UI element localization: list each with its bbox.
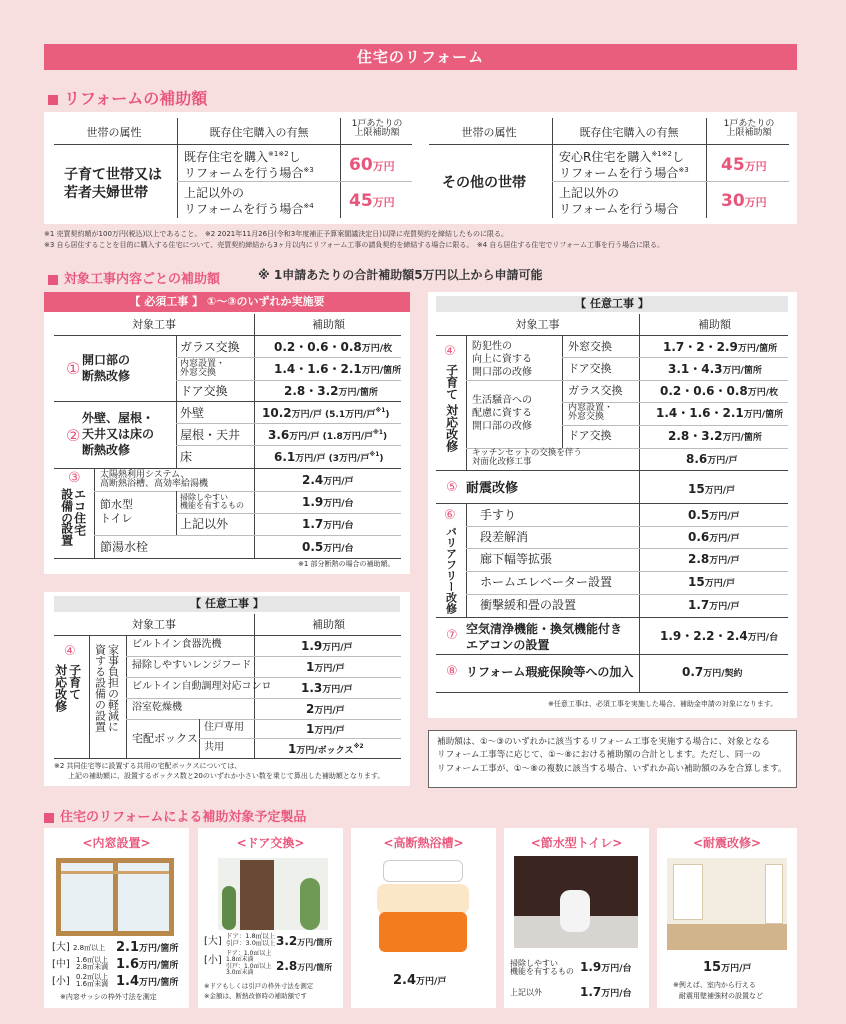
p1-row-c: [小] [52,976,70,987]
col-attr-header-2: 世帯の属性 [461,126,517,139]
note-1: ※1 売買契約額が100万円(税込)以上であること。 ※2 2021年11月26日(令和3年度補正予算案閣議決定日)以降に売買契約を締結したものに限る。 [44,230,508,238]
opt1-label-3: 家事負担の軽減に [106,644,120,732]
p1-note: ※内窓サッシの枠外寸法を測定 [60,993,157,1001]
g1-door-amount: 2.8・3.2万円/箇所 [284,384,378,398]
g3-label-1: エコ住宅 [72,488,87,536]
opt2-g4-label-1: 子育て [444,364,459,400]
p1-row-b-size: 1.6㎡以上 2.8㎡未満 [76,956,109,972]
g1-door: ドア交換 [180,384,228,398]
col-attr-header: 世帯の属性 [86,126,142,139]
opt2-g6r1: 手すり [480,508,517,522]
opt2-g8: リフォーム瑕疵保険等への加入 [466,665,634,679]
opt2-g4b-r2-amount: 1.4・1.6・2.1万円/箇所 [656,406,784,420]
opt1-r5b-amount: 1万円/ボックス$^{※2}$ [288,742,364,756]
subsidy-table [44,112,797,224]
opt2-g4b-r3-amount: 2.8・3.2万円/箇所 [668,429,762,443]
p3-amount: 2.4万円/戸 [393,973,447,988]
g1-label: 開口部の 断熱改修 [82,353,131,384]
window-image [56,858,174,936]
opt1-col-amount: 補助額 [312,618,345,631]
door-image [218,858,328,930]
g3-toilet-other: 上記以外 [180,517,229,531]
opt1-r1: ビルトイン食器洗機 [132,639,222,650]
p4-row-b-amount: 1.7万円/台 [580,985,632,999]
opt1-r3-amount: 1.3万円/戸 [301,681,353,695]
opt1-label-2: 対応改修 [53,664,68,712]
info-line-1: 補助額は、①～③のいずれかに該当するリフォーム工事を実施する場合に、対象となる [437,737,770,747]
opt2-g4c-amount: 8.6万円/戸 [686,452,738,466]
col-buy-header: 既存住宅購入の有無 [209,126,309,139]
product-title: <耐震改修> [692,836,762,850]
opt2-g4a-r1: 外窓交換 [568,340,612,353]
g2-roof-amount: 3.6万円/戸 (1.8万円/戸$^{※1}$) [268,428,388,442]
col-max-header-2: 1戸あたりの 上限補助額 [723,119,775,139]
g2-wall-amount: 10.2万円/戸 (5.1万円/戸$^{※1}$) [262,406,390,420]
page-title: 住宅のリフォーム [44,44,797,70]
opt2-g6r4: ホームエレベーター設置 [480,575,613,589]
opt2-g8-amount: 0.7万円/契約 [682,665,743,679]
amount-45: 45万円 [349,191,395,211]
info-box [428,730,797,788]
p2-row-a: [大] [204,936,222,947]
g1-glass-amount: 0.2・0.6・0.8万円/枚 [274,340,393,354]
opt1-r3: ビルトイン自動調理対応コンロ [132,681,272,692]
opt2-g6-label: バリアフリー改修 [444,526,458,614]
opt2-num-4: ④ [444,344,456,359]
opt2-g6r2: 段差解消 [480,530,529,544]
optional-title-2: 【 任意工事 】 [436,296,788,312]
col-works-header: 対象工事 [132,318,176,331]
section-heading-text: 住宅のリフォームによる補助対象予定製品 [60,810,307,825]
section-heading-text: リフォームの補助額 [64,89,208,108]
amount-60: 60万円 [349,155,395,175]
opt2-g4-label-2: 対応改修 [444,404,459,452]
opt2-g4a-r2: ドア交換 [568,362,612,375]
section-heading-text: 対象工事内容ごとの補助額 [64,272,221,287]
optional-works-table-2 [428,292,797,718]
info-line-2: リフォーム工事等に応じて、①～⑧における補助額の合計とします。ただし、同一の [437,750,761,761]
opt2-g7-amount: 1.9・2.2・2.4万円/台 [660,629,779,643]
num-1: ① [66,359,81,378]
optional-works-table-1 [44,592,410,786]
opt1-r5b: 共用 [204,742,224,753]
section-heading-works [48,268,220,287]
amount-45b: 45万円 [721,155,767,175]
col-amount-header: 補助額 [312,318,345,331]
p2-row-b-amount: 2.8万円/箇所 [276,959,333,973]
opt2-g6r2-amount: 0.6万円/戸 [688,530,740,544]
opt2-g6r5: 衝撃緩和畳の設置 [480,598,577,612]
g3-toilet-other-amount: 1.7万円/台 [302,517,354,531]
g2-floor: 床 [180,450,193,464]
p5-amount: 15万円/戸 [703,960,752,975]
opt1-num-4: ④ [64,644,76,659]
p1-row-b: [中] [52,959,70,970]
opt1-r5a: 住戸専用 [204,722,244,733]
p4-row-a: 掃除しやすい 機能を有するもの [510,959,574,977]
opt1-label-1: 子育て [67,664,82,700]
opt1-r5a-amount: 1万円/戸 [306,722,345,736]
num-2: ② [66,426,81,445]
bathtub-image [373,858,473,958]
p2-row-b-size: ドア：1.0㎡以上 1.8㎡未満 引戸：1.0㎡以上 3.0㎡未満 [226,950,272,976]
opt2-num-8: ⑧ [446,664,458,679]
opt2-g6r1-amount: 0.5万円/戸 [688,508,740,522]
p5-note-1: ※例えば、室内から行える [673,981,756,989]
opt2-g4b-r1: ガラス交換 [568,384,623,397]
opt1-r1-amount: 1.9万円/戸 [301,639,353,653]
product-inner-window [44,828,189,1008]
p2-note-1: ※ドアもしくは引戸の枠外寸法を測定 [204,982,314,990]
g2-label: 外壁、屋根・ 天井又は床の 断熱改修 [82,411,155,458]
square-icon [48,95,58,105]
section-heading-subsidy [48,86,207,109]
p1-row-c-size: 0.2㎡以上 1.6㎡未満 [76,973,109,989]
g3-solar-amount: 2.4万円/戸 [302,473,354,487]
g2-floor-amount: 6.1万円/戸 (3万円/戸$^{※1}$) [274,450,384,464]
room-image [667,858,787,950]
row-anshin: 安心R住宅を購入$^{※1※2}$し リフォームを行う場合$^{※3}$ [559,150,689,180]
opt1-r5: 宅配ボックス [132,732,198,745]
opt1-r4-amount: 2万円/戸 [306,702,345,716]
g1-window: 内窓設置・ 外窓交換 [180,359,226,379]
info-line-3: リフォーム工事が、①～⑧の複数に該当する場合、いずれか高い補助額のみを合算します。 [437,763,787,774]
group-young: 子育て世帯又は 若者夫婦世帯 [64,167,162,202]
opt2-g4b-label: 生活騒音への 配慮に資する 開口部の改修 [472,395,532,432]
g3-faucet: 節湯水栓 [100,540,149,554]
section-subheading: ※ 1申請あたりの合計補助額5万円以上から申請可能 [258,268,543,282]
opt2-g4a-label: 防犯性の 向上に資する 開口部の改修 [472,341,532,378]
g3-label-3: 設置 [59,522,74,546]
opt2-g6r3-amount: 2.8万円/戸 [688,552,740,566]
g2-wall: 外壁 [180,406,205,420]
required-title: 【 必須工事 】 ①～③のいずれか実施要 [44,292,410,312]
g3-toilet: 節水型 トイレ [100,498,133,526]
note-2: ※3 自ら居住することを目的に購入する住宅について、売買契約締結から3ヶ月以内にリフォーム工事の請負契約を締結する場合に限る。 ※4 自ら居住する住宅でリフォーム工事を行う場合に限る。 [44,241,665,249]
p2-note-2: ※金額は、断熱改修時の補助額です [204,992,307,1000]
product-title: <高断熱浴槽> [383,836,464,850]
g3-faucet-amount: 0.5万円/台 [302,540,354,554]
opt2-g6r5-amount: 1.7万円/戸 [688,598,740,612]
opt1-col-works: 対象工事 [132,618,176,631]
p4-row-a-amount: 1.9万円/台 [580,960,632,974]
g1-glass: ガラス交換 [180,340,240,354]
opt2-g4b-r2: 内窓設置・ 外窓交換 [568,403,614,423]
g3-toilet-easy: 掃除しやすい 機能を有するもの [180,493,244,511]
opt2-g4a-r2-amount: 3.1・4.3万円/箇所 [668,362,762,376]
p1-row-b-amount: 1.6万円/箇所 [116,957,179,972]
p2-row-a-size: ドア：1.8㎡以上 引戸：3.0㎡以上 [226,932,276,947]
p2-row-a-amount: 3.2万円/箇所 [276,934,333,948]
opt2-g7: 空気清浄機能・換気機能付き エアコンの設置 [466,622,623,652]
opt2-g4b-r1-amount: 0.2・0.6・0.8万円/枚 [660,384,779,398]
row-other-2: 上記以外の リフォームを行う場合 [559,186,679,216]
col-buy-header-2: 既存住宅購入の有無 [579,126,679,139]
opt2-note: ※任意工事は、必須工事を実施した場合、補助金申請の対象になります。 [548,700,778,708]
required-note: ※1 部分断熱の場合の補助額。 [298,560,395,568]
g1-window-amount: 1.4・1.6・2.1万円/箇所 [274,362,402,376]
row-existing-buy: 既存住宅を購入$^{※1※2}$し リフォームを行う場合$^{※3}$ [184,150,314,180]
product-title: <節水型トイレ> [530,836,623,850]
p1-row-a-amount: 2.1万円/箇所 [116,940,179,955]
opt1-r2-amount: 1万円/戸 [306,660,345,674]
opt2-num-5: ⑤ [446,480,458,495]
g3-solar: 太陽熱利用システム、 高断熱浴槽、高効率給湯機 [100,470,209,490]
opt1-r4: 浴室乾燥機 [132,702,182,713]
row-other: 上記以外の リフォームを行う場合$^{※4}$ [184,186,314,216]
opt2-g4a-r1-amount: 1.7・2・2.9万円/箇所 [663,340,778,354]
g3-toilet-easy-amount: 1.9万円/台 [302,495,354,509]
product-title: <ドア交換> [236,836,305,850]
product-door [198,828,343,1008]
p1-row-a: [大] 2.8㎡以上 [52,942,106,953]
optional-title-1: 【 任意工事 】 [54,596,400,612]
opt2-num-6: ⑥ [444,508,456,523]
square-icon [44,813,54,823]
product-bathtub [351,828,496,1008]
square-icon [48,275,58,285]
g2-roof: 屋根・天井 [180,428,241,442]
section-heading-products [44,806,306,825]
opt2-g4c: キッチンセットの交換を伴う 対面化改修工事 [472,448,582,467]
opt2-g6r3: 廊下幅等拡張 [480,552,553,566]
product-toilet [504,828,649,1008]
opt2-col-amount: 補助額 [698,318,731,331]
group-other: その他の世帯 [442,175,526,191]
opt2-g6r4-amount: 15万円/戸 [688,575,735,589]
product-title: <内窓設置> [82,836,151,850]
opt1-note-2: 上記の補助額に、設置するボックス数と20のいずれか小さい数を乗じて算出した補助額となります。 [68,772,385,780]
g3-label-2: 設備の [59,488,74,524]
toilet-image [514,856,638,948]
product-seismic [657,828,797,1008]
p1-row-c-amount: 1.4万円/箇所 [116,974,179,989]
required-works-table [44,292,410,574]
opt2-g5-amount: 15万円/戸 [688,482,735,496]
p2-row-b: [小] [204,955,222,966]
opt2-g5: 耐震改修 [466,481,519,496]
opt2-g4b-r3: ドア交換 [568,429,612,442]
num-3: ③ [68,470,81,486]
p5-note-2: 耐震用壁補強材の設置など [679,992,763,1000]
opt2-col-works: 対象工事 [515,318,560,331]
opt1-note-1: ※2 共同住宅等に設置する共用の宅配ボックスについては、 [54,762,242,770]
opt1-label-4: 資する設備の設置 [93,644,107,732]
p4-row-b: 上記以外 [510,988,542,997]
amount-30: 30万円 [721,191,767,211]
col-max-header: 1戸あたりの 上限補助額 [351,119,403,139]
opt2-num-7: ⑦ [446,628,458,643]
opt1-r2: 掃除しやすいレンジフード [132,660,252,671]
